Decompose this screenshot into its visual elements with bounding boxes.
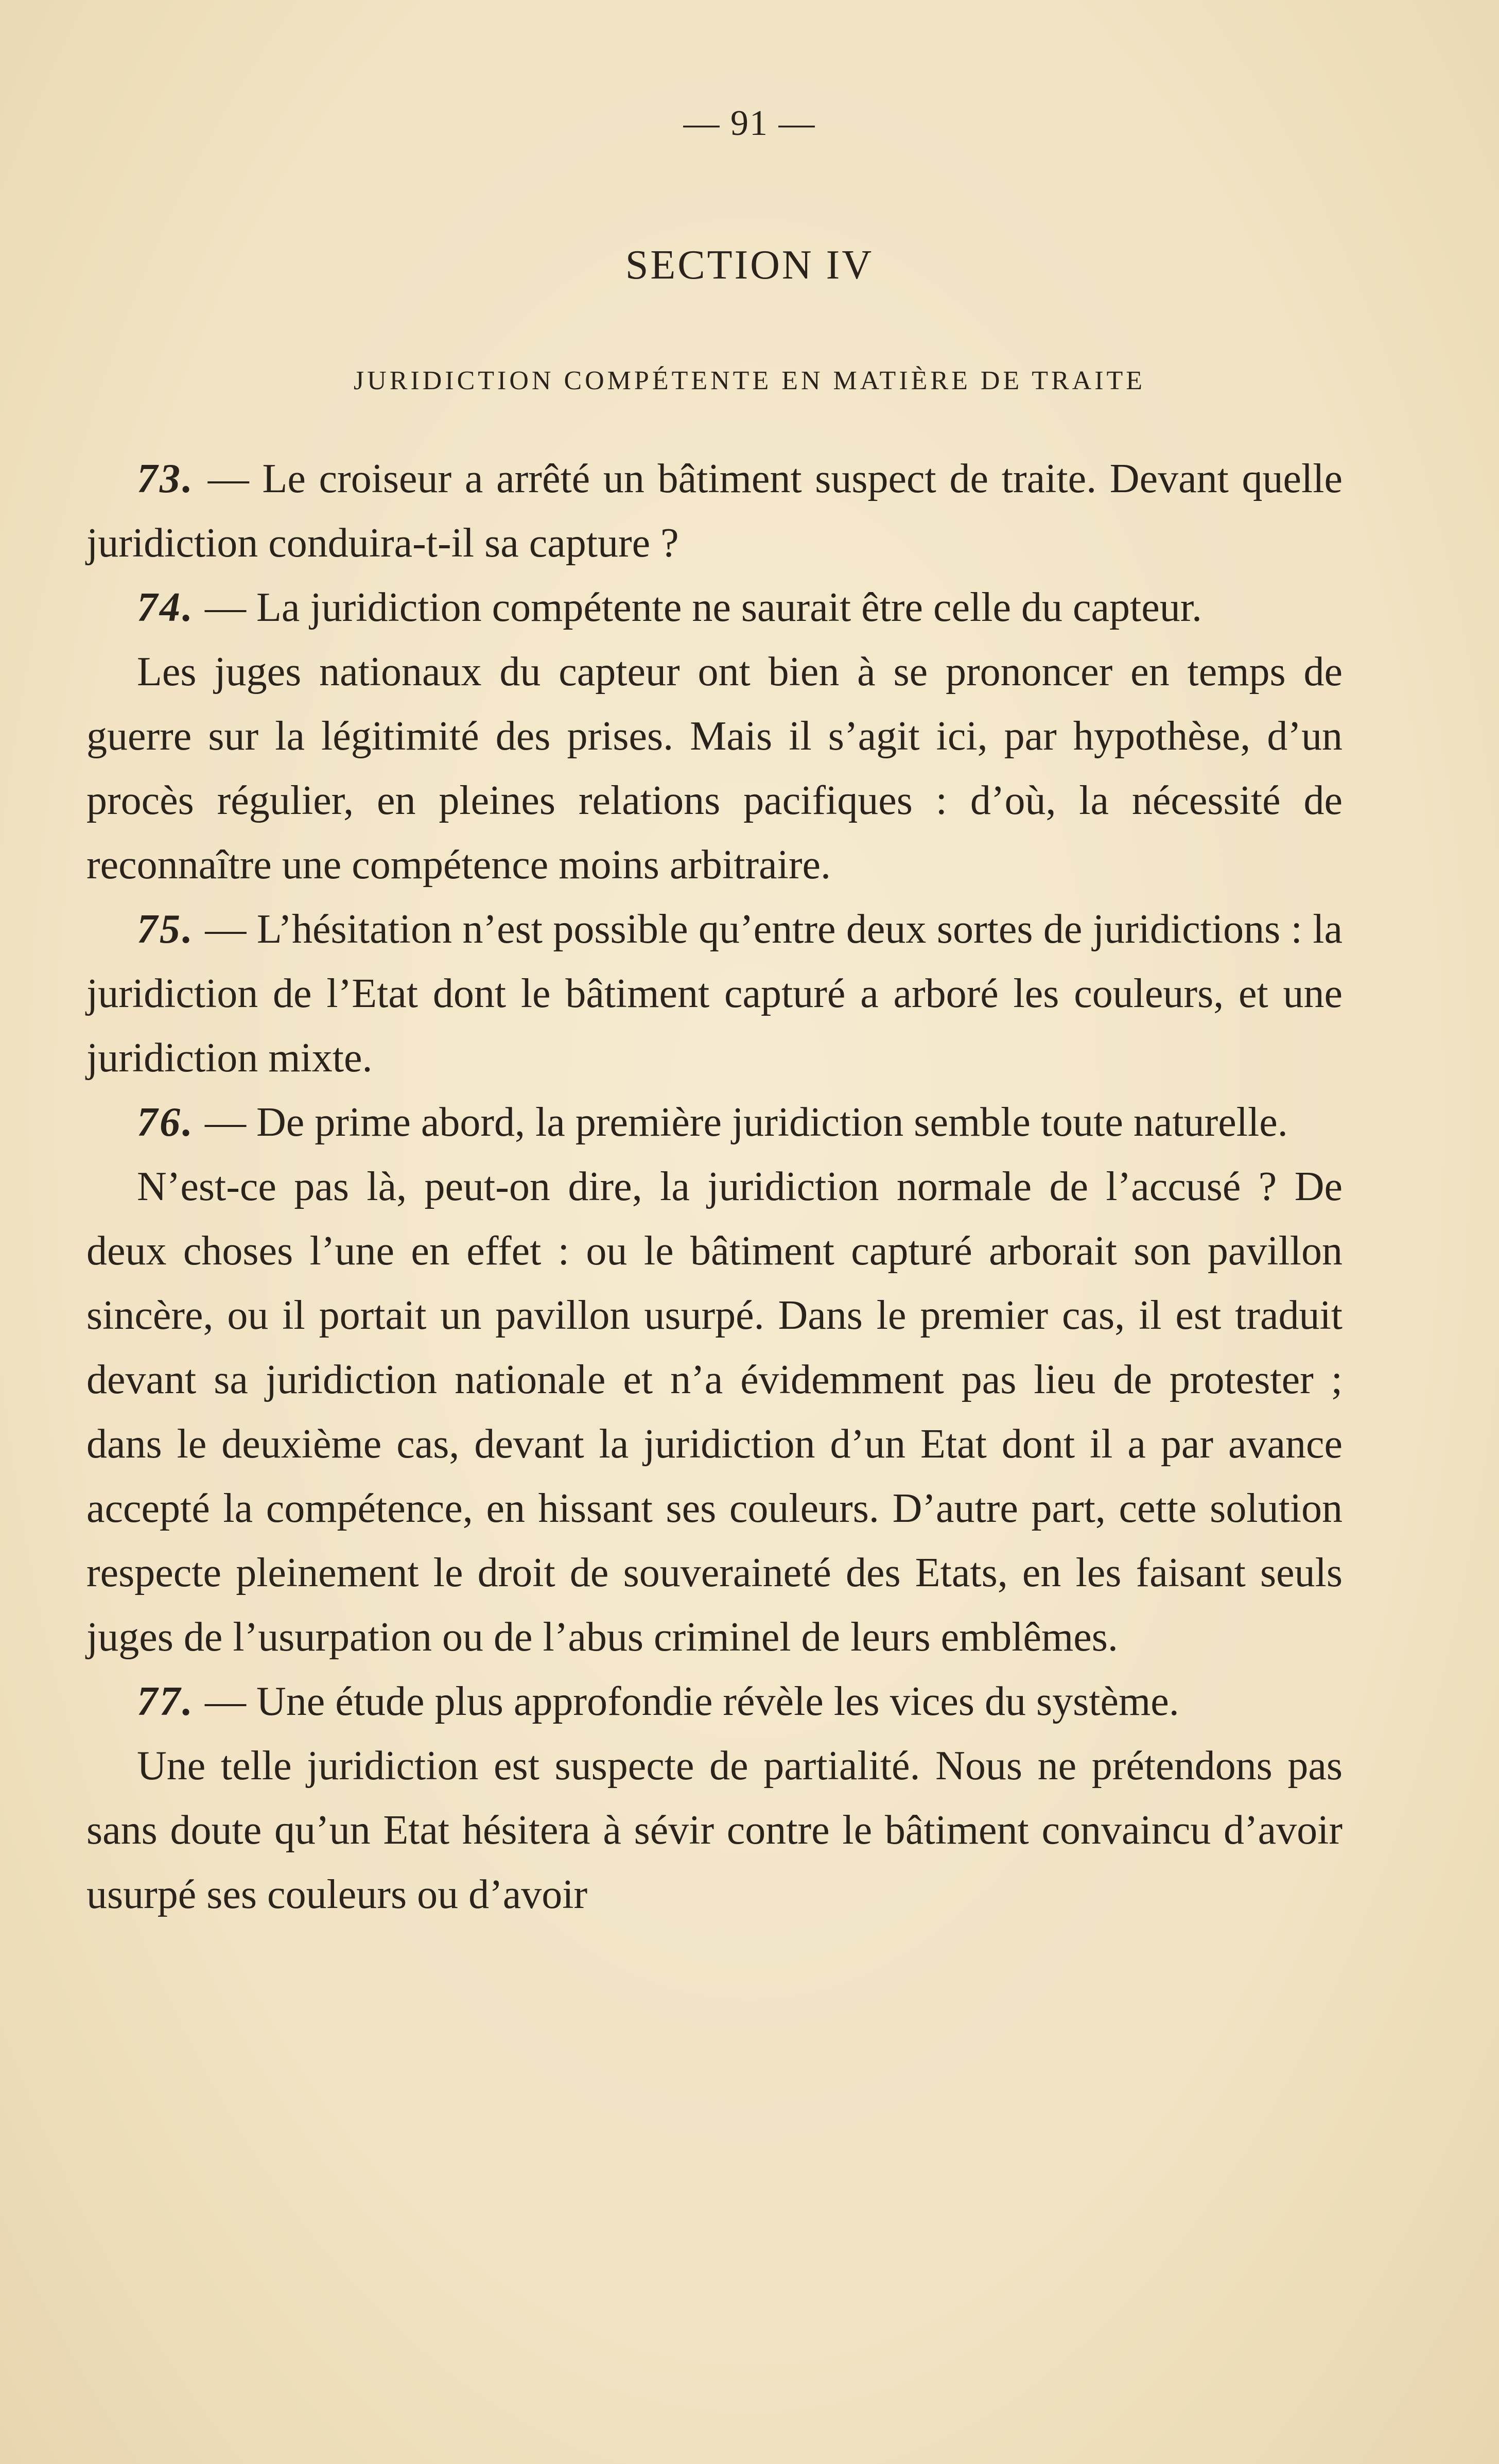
paragraph-text: — Une étude plus approfondie révèle les vices du système. (195, 1679, 1179, 1724)
paragraph-76 (86, 1090, 1343, 1155)
paragraph-number: 75. (137, 907, 195, 952)
paragraph-text: — De prime abord, la première juridiction semble toute naturelle. (195, 1100, 1288, 1145)
paragraph-74-continued (86, 640, 1343, 897)
paragraph-text: — La juridiction compétente ne saurait être celle du capteur. (195, 585, 1202, 630)
paragraph-text: Une telle juridiction est suspecte de partialité. Nous ne prétendons pas sans doute qu’un Etat hésitera à sévir contre le bâtiment convaincu d’avoir usurpé ses couleurs ou d’avoir (86, 1743, 1343, 1917)
section-subtitle: JURIDICTION COMPÉTENTE EN MATIÈRE DE TRAITE (353, 366, 1146, 395)
paragraph-74 (86, 576, 1343, 640)
page-number: — 91 — (683, 103, 816, 143)
paragraph-77 (86, 1670, 1343, 1734)
paragraph-text: — L’hésitation n’est possible qu’entre deux sortes de juridictions : la juridiction de l’Etat dont le bâtiment capturé a arboré les couleurs, et une juridiction mixte. (86, 907, 1343, 1081)
paragraph-text: — Le croiseur a arrêté un bâtiment suspect de traite. Devant quelle juridiction conduira-t-il sa capture ? (86, 456, 1343, 566)
paragraph-77-continued (86, 1734, 1343, 1927)
paragraph-76-continued (86, 1155, 1343, 1670)
paragraph-text: Les juges nationaux du capteur ont bien à se prononcer en temps de guerre sur la légitimité des prises. Mais il s’agit ici, par hypothèse, d’un procès régulier, en pleines relations pacifiques : d’où, la nécessité de reconnaître une compétence moins arbitraire. (86, 649, 1343, 888)
paragraph-number: 76. (137, 1100, 195, 1145)
body-text (86, 447, 1343, 1927)
paragraph-75 (86, 897, 1343, 1090)
paragraph-number: 73. (137, 456, 195, 501)
paragraph-number: 74. (137, 585, 195, 630)
paragraph-text: N’est-ce pas là, peut-on dire, la juridiction normale de l’accusé ? De deux choses l’une en effet : ou le bâtiment capturé arborait son pavillon sincère, ou il portait un pavillon usurpé. Dans le premier cas, il est traduit devant sa juridiction nationale et n’a évidemment pas lieu de protester ; dans le deuxième cas, devant la juridiction d’un Etat dont il a par avance accepté la compétence, en hissant ses couleurs. D’autre part, cette solution respecte pleinement le droit de souveraineté des Etats, en les faisant seuls juges de l’usurpation ou de l’abus criminel de leurs emblêmes. (86, 1164, 1343, 1660)
section-title: SECTION IV (625, 242, 874, 288)
paragraph-number: 77. (137, 1679, 195, 1724)
paragraph-73 (86, 447, 1343, 576)
